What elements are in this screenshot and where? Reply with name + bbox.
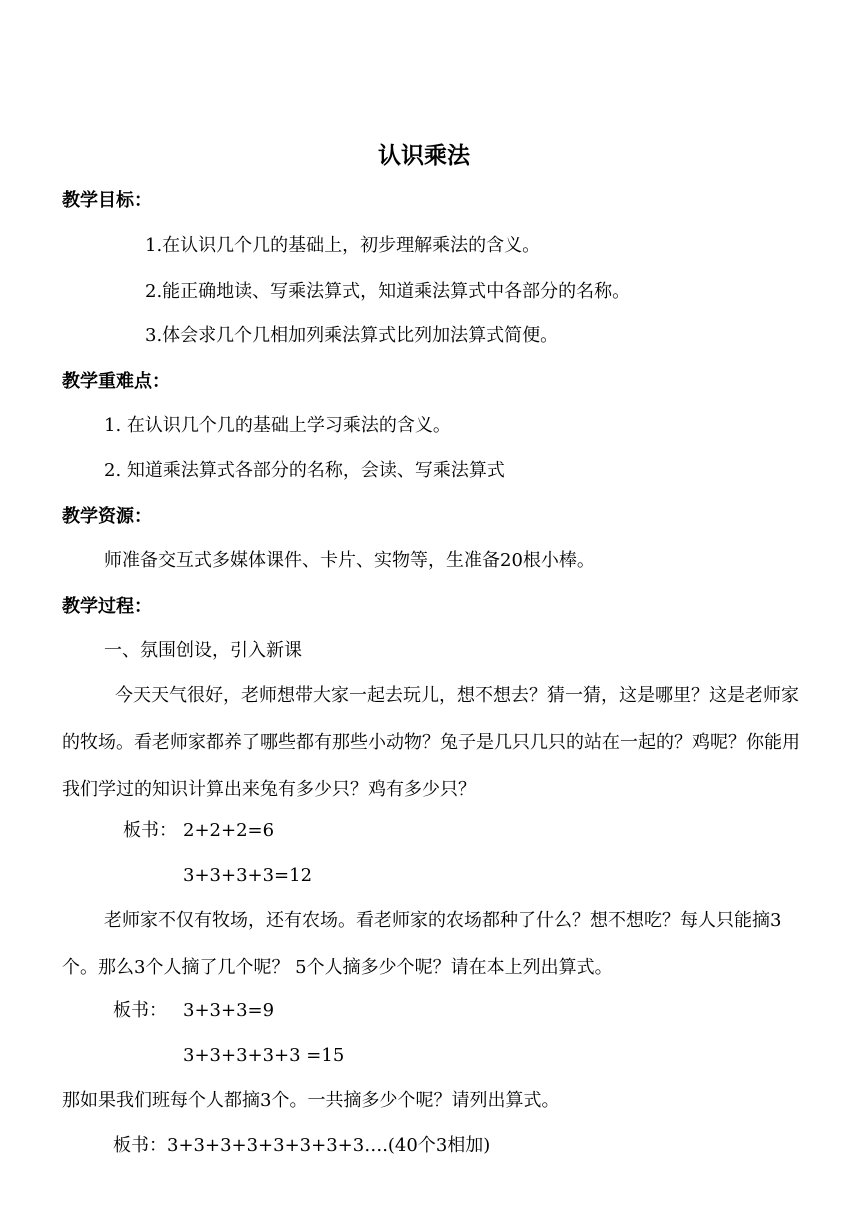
- process-heading: 教学过程：: [62, 596, 152, 617]
- objectives-heading: 教学目标：: [62, 190, 152, 211]
- key-point-item-1: 1. 在认识几个几的基础上学习乘法的含义。: [104, 415, 451, 436]
- document-title: 认识乘法: [378, 143, 470, 169]
- objective-item-1: 1.在认识几个几的基础上，初步理解乘法的含义。: [145, 235, 541, 256]
- process-paragraph-2: 老师家不仅有牧场，还有农场。看老师家的农场都种了什么？想不想吃？每人只能摘3个。那么3个人摘了几个呢？ 5个人摘多少个呢？请在本上列出算式。: [62, 910, 782, 978]
- resources-heading: 教学资源：: [62, 506, 152, 527]
- board-equation-1b: 3+3+3+3=12: [183, 865, 313, 886]
- board-label-1: 板书：: [123, 820, 177, 841]
- objective-item-2: 2.能正确地读、写乘法算式，知道乘法算式中各部分的名称。: [145, 281, 631, 302]
- key-point-item-2: 2. 知道乘法算式各部分的名称，会读、写乘法算式: [104, 460, 505, 481]
- board-equation-2b: 3+3+3+3+3 =15: [183, 1045, 345, 1066]
- resources-text: 师准备交互式多媒体课件、卡片、实物等，生准备20根小棒。: [104, 550, 595, 571]
- board-equation-3: 板书：3+3+3+3+3+3+3+3….(40个3相加): [113, 1135, 491, 1156]
- process-paragraph-1: 今天天气很好，老师想带大家一起去玩儿，想不想去？猜一猜，这是哪里？这是老师家的牧场。看老师家都养了哪些都有那些小动物？兔子是几只几只的站在一起的？鸡呢？你能用我们学过的知识计算出来兔有多少只？鸡有多少只？: [62, 685, 800, 800]
- key-points-heading: 教学重难点：: [62, 371, 170, 392]
- process-paragraph-3: 那如果我们班每个人都摘3个。一共摘多少个呢？请列出算式。: [62, 1090, 560, 1111]
- board-label-2: 板书：: [113, 1000, 167, 1021]
- board-equation-1a: 2+2+2=6: [183, 820, 275, 841]
- board-equation-2a: 3+3+3=9: [183, 1000, 275, 1021]
- objective-item-3: 3.体会求几个几相加列乘法算式比列加法算式简便。: [145, 325, 559, 346]
- process-step-1-title: 一、氛围创设，引入新课: [104, 640, 302, 661]
